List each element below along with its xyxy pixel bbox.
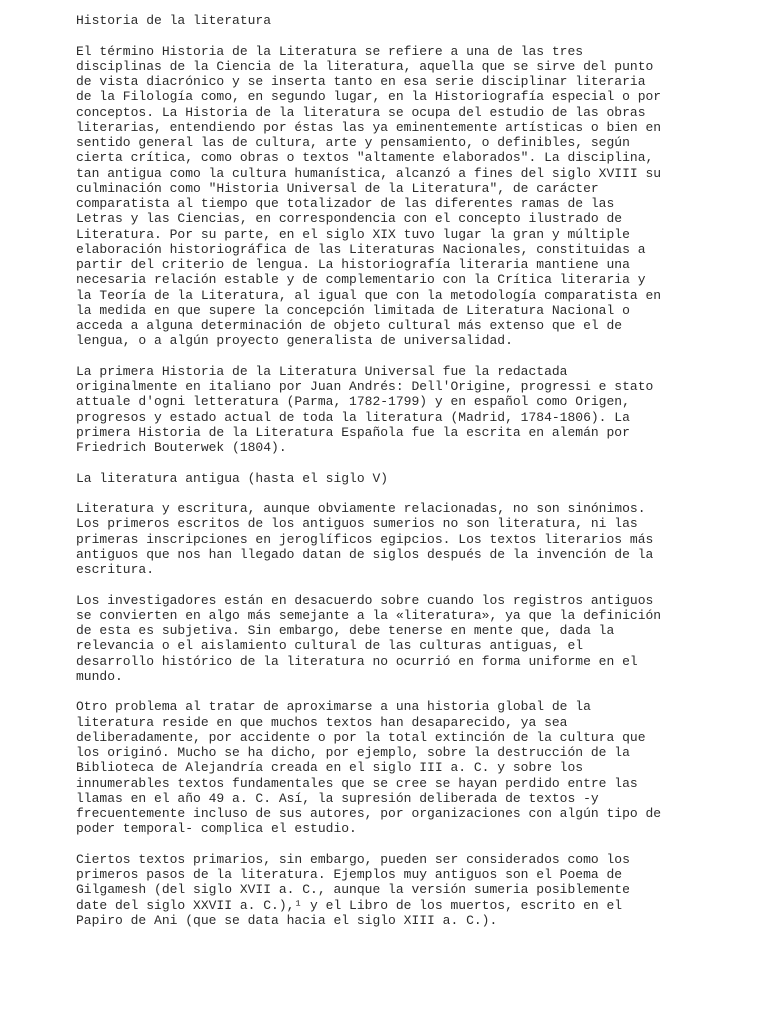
text-line: Ciertos textos primarios, sin embargo, pueden ser considerados como los [76, 851, 630, 867]
spacer [76, 349, 768, 364]
text-line: cierta crítica, como obras o textos "altamente elaborados". La disciplina, [76, 150, 654, 166]
paragraph [76, 44, 768, 349]
text-line: Literatura y escritura, aunque obviamente relacionadas, no son sinónimos. [76, 501, 646, 516]
text-line: antiguos que nos han llegado datan de siglos después de la invención de la [76, 546, 654, 562]
text-line: mundo. [76, 668, 123, 684]
text-line: culminación como "Historia Universal de la Literatura", de carácter [76, 180, 599, 196]
paragraph [76, 501, 768, 577]
text-line: literatura reside en que muchos textos han desaparecido, ya sea [76, 714, 568, 730]
spacer [76, 577, 768, 592]
text-line: acceda a alguna determinación de objeto cultural más extenso que el de [76, 318, 623, 333]
text-line: Los investigadores están en desacuerdo sobre cuando los registros antiguos [76, 592, 654, 608]
text-line: originalmente en italiano por Juan Andrés: Dell'Origine, progressi e stato [76, 379, 654, 394]
spacer [76, 684, 768, 699]
text-line: partir del criterio de lengua. La historiografía literaria mantiene una [76, 257, 630, 272]
text-line: comparatista al tiempo que totalizador de las diferentes ramas de las [76, 196, 615, 211]
text-line: Literatura. Por su parte, en el siglo XIX tuvo lugar la gran y múltiple [76, 226, 630, 242]
paragraph [76, 852, 768, 928]
text-line: poder temporal- complica el estudio. [76, 821, 357, 837]
text-line: innumerables textos fundamentales que se cree se hayan perdido entre las [76, 775, 638, 791]
text-line: lengua, o a algún proyecto generalista de universalidad. [76, 333, 513, 349]
text-line: Otro problema al tratar de aproximarse a una historia global de la [76, 699, 591, 715]
text-line: literarias, entendiendo por éstas las ya eminentemente artísticas o bien en [76, 119, 662, 135]
text-line: tan antigua como la cultura humanística, alcanzó a fines del siglo XVIII su [76, 165, 662, 181]
text-line: la medida en que supere la concepción limitada de Literatura Nacional o [76, 302, 630, 318]
text-line: disciplinas de la Ciencia de la literatura, aquella que se sirve del punto [76, 58, 654, 74]
text-line: attuale d'ogni letteratura (Parma, 1782-1799) y en español como Origen, [76, 394, 630, 410]
text-line: conceptos. La Historia de la literatura se ocupa del estudio de las obras [76, 104, 646, 120]
paragraph [76, 364, 768, 456]
text-line: El término Historia de la Literatura se refiere a una de las tres [76, 43, 584, 59]
text-line: deliberadamente, por accidente o por la total extinción de la cultura que [76, 729, 646, 745]
text-line: la Teoría de la Literatura, al igual que con la metodología comparatista en [76, 287, 662, 303]
text-line: escritura. [76, 562, 155, 577]
text-line: date del siglo XXVII a. C.),¹ y el Libro de los muertos, escrito en el [76, 897, 623, 913]
text-line: necesaria relación estable y de complementario con la Crítica literaria y [76, 272, 646, 288]
text-line: desarrollo histórico de la literatura no ocurrió en forma uniforme en el [76, 653, 638, 669]
text-line: sentido general las de cultura, arte y pensamiento, o definibles, según [76, 135, 630, 150]
text-line: primera Historia de la Literatura Española fue la escrita en alemán por [76, 424, 630, 440]
paragraph [76, 593, 768, 685]
spacer [76, 837, 768, 852]
text-line: de vista diacrónico y se inserta tanto en esa serie disciplinar literaria [76, 74, 646, 89]
text-line: frecuentemente incluso de sus autores, por organizaciones con algún tipo de [76, 806, 662, 821]
text-line: primeras inscripciones en jeroglíficos egipcios. Los textos literarios más [76, 531, 654, 547]
section-heading: La literatura antigua (hasta el siglo V) [76, 470, 389, 486]
text-line: de esta es subjetiva. Sin embargo, debe tenerse en mente que, dada la [76, 623, 615, 638]
spacer [76, 486, 768, 501]
paragraph [76, 699, 768, 836]
spacer [76, 455, 768, 470]
text-line: Los primeros escritos de los antiguos sumerios no son literatura, ni las [76, 516, 638, 532]
text-line: se convierten en algo más semejante a la «literatura», ya que la definición [76, 607, 662, 623]
text-line: Gilgamesh (del siglo XVII a. C., aunque la versión sumeria posiblemente [76, 882, 630, 898]
text-line: elaboración historiográfica de las Literaturas Nacionales, constituidas a [76, 241, 646, 257]
text-line: Papiro de Ani (que se data hacia el siglo XIII a. C.). [76, 912, 498, 928]
text-line: Friedrich Bouterwek (1804). [76, 440, 287, 455]
text-line: los originó. Mucho se ha dicho, por ejemplo, sobre la destrucción de la [76, 745, 630, 760]
text-line: de la Filología como, en segundo lugar, en la Historiografía especial o por [76, 89, 662, 105]
text-line: llamas en el año 49 a. C. Así, la supresión deliberada de textos -y [76, 790, 599, 806]
document-title: Historia de la literatura [76, 13, 272, 28]
text-line: La primera Historia de la Literatura Universal fue la redactada [76, 363, 568, 379]
text-line: Letras y las Ciencias, en correspondencia con el concepto ilustrado de [76, 211, 623, 227]
text-line: Biblioteca de Alejandría creada en el siglo III a. C. y sobre los [76, 760, 584, 776]
text-line: primeros pasos de la literatura. Ejemplos muy antiguos son el Poema de [76, 867, 623, 882]
text-line: relevancia o el aislamiento cultural de las culturas antiguas, el [76, 638, 584, 654]
text-line: progresos y estado actual de toda la literatura (Madrid, 1784-1806). La [76, 409, 630, 425]
spacer [76, 28, 768, 43]
